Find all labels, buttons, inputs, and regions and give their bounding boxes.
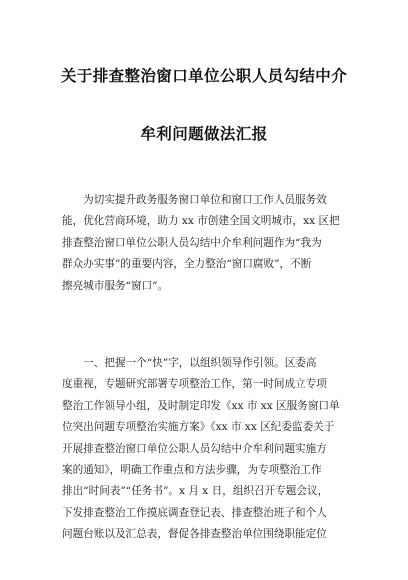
- paragraph-line: 下发排查整治工作摸底调查登记表、排查整治班子和个人: [62, 506, 327, 519]
- paragraph-intro: [62, 190, 352, 297]
- paragraph-section-1: [62, 353, 352, 546]
- paragraph-line: 排查整治窗口单位公职人员勾结中介牟利问题作为“我为: [62, 236, 322, 249]
- document-title-line-1: 关于排查整治窗口单位公职人员勾结中介: [60, 67, 348, 85]
- document-title-line-2: 牟利问题做法汇报: [140, 125, 268, 143]
- paragraph-line: 为切实提升政务服务窗口单位和窗口工作人员服务效: [62, 194, 327, 206]
- paragraph-line: 群众办实事”的重要内容，全力整治“窗口腐败”，不断: [62, 258, 312, 271]
- paragraph-line: 排出“时间表”“任务书”。x 月 x 日，组织召开专题会议，: [62, 485, 329, 498]
- paragraph-line: 位突出问题专项整治实施方案》《xx 市 xx 区纪委监委关于: [62, 421, 335, 434]
- paragraph-line: 一、把握一个“快”字，以组织领导作引领。区委高: [62, 357, 317, 369]
- paragraph-line: 能，优化营商环境，助力 xx 市创建全国文明城市，xx 区把: [62, 215, 340, 228]
- paragraph-line: 度重视，专题研究部署专项整治工作，第一时间成立专项: [62, 378, 327, 391]
- paragraph-line: 擦亮城市服务“窗口”。: [62, 279, 169, 292]
- paragraph-line: 案的通知》，明确工作重点和方法步骤，为专项整治工作: [62, 463, 322, 476]
- paragraph-line: 整治工作领导小组，及时制定印发《xx 市 xx 区服务窗口单: [62, 399, 340, 412]
- paragraph-line: 开展排查整治窗口单位公职人员勾结中介牟利问题实施方: [62, 442, 327, 455]
- paragraph-line: 问题台账以及汇总表，督促各排查整治单位围绕职能定位: [62, 528, 327, 541]
